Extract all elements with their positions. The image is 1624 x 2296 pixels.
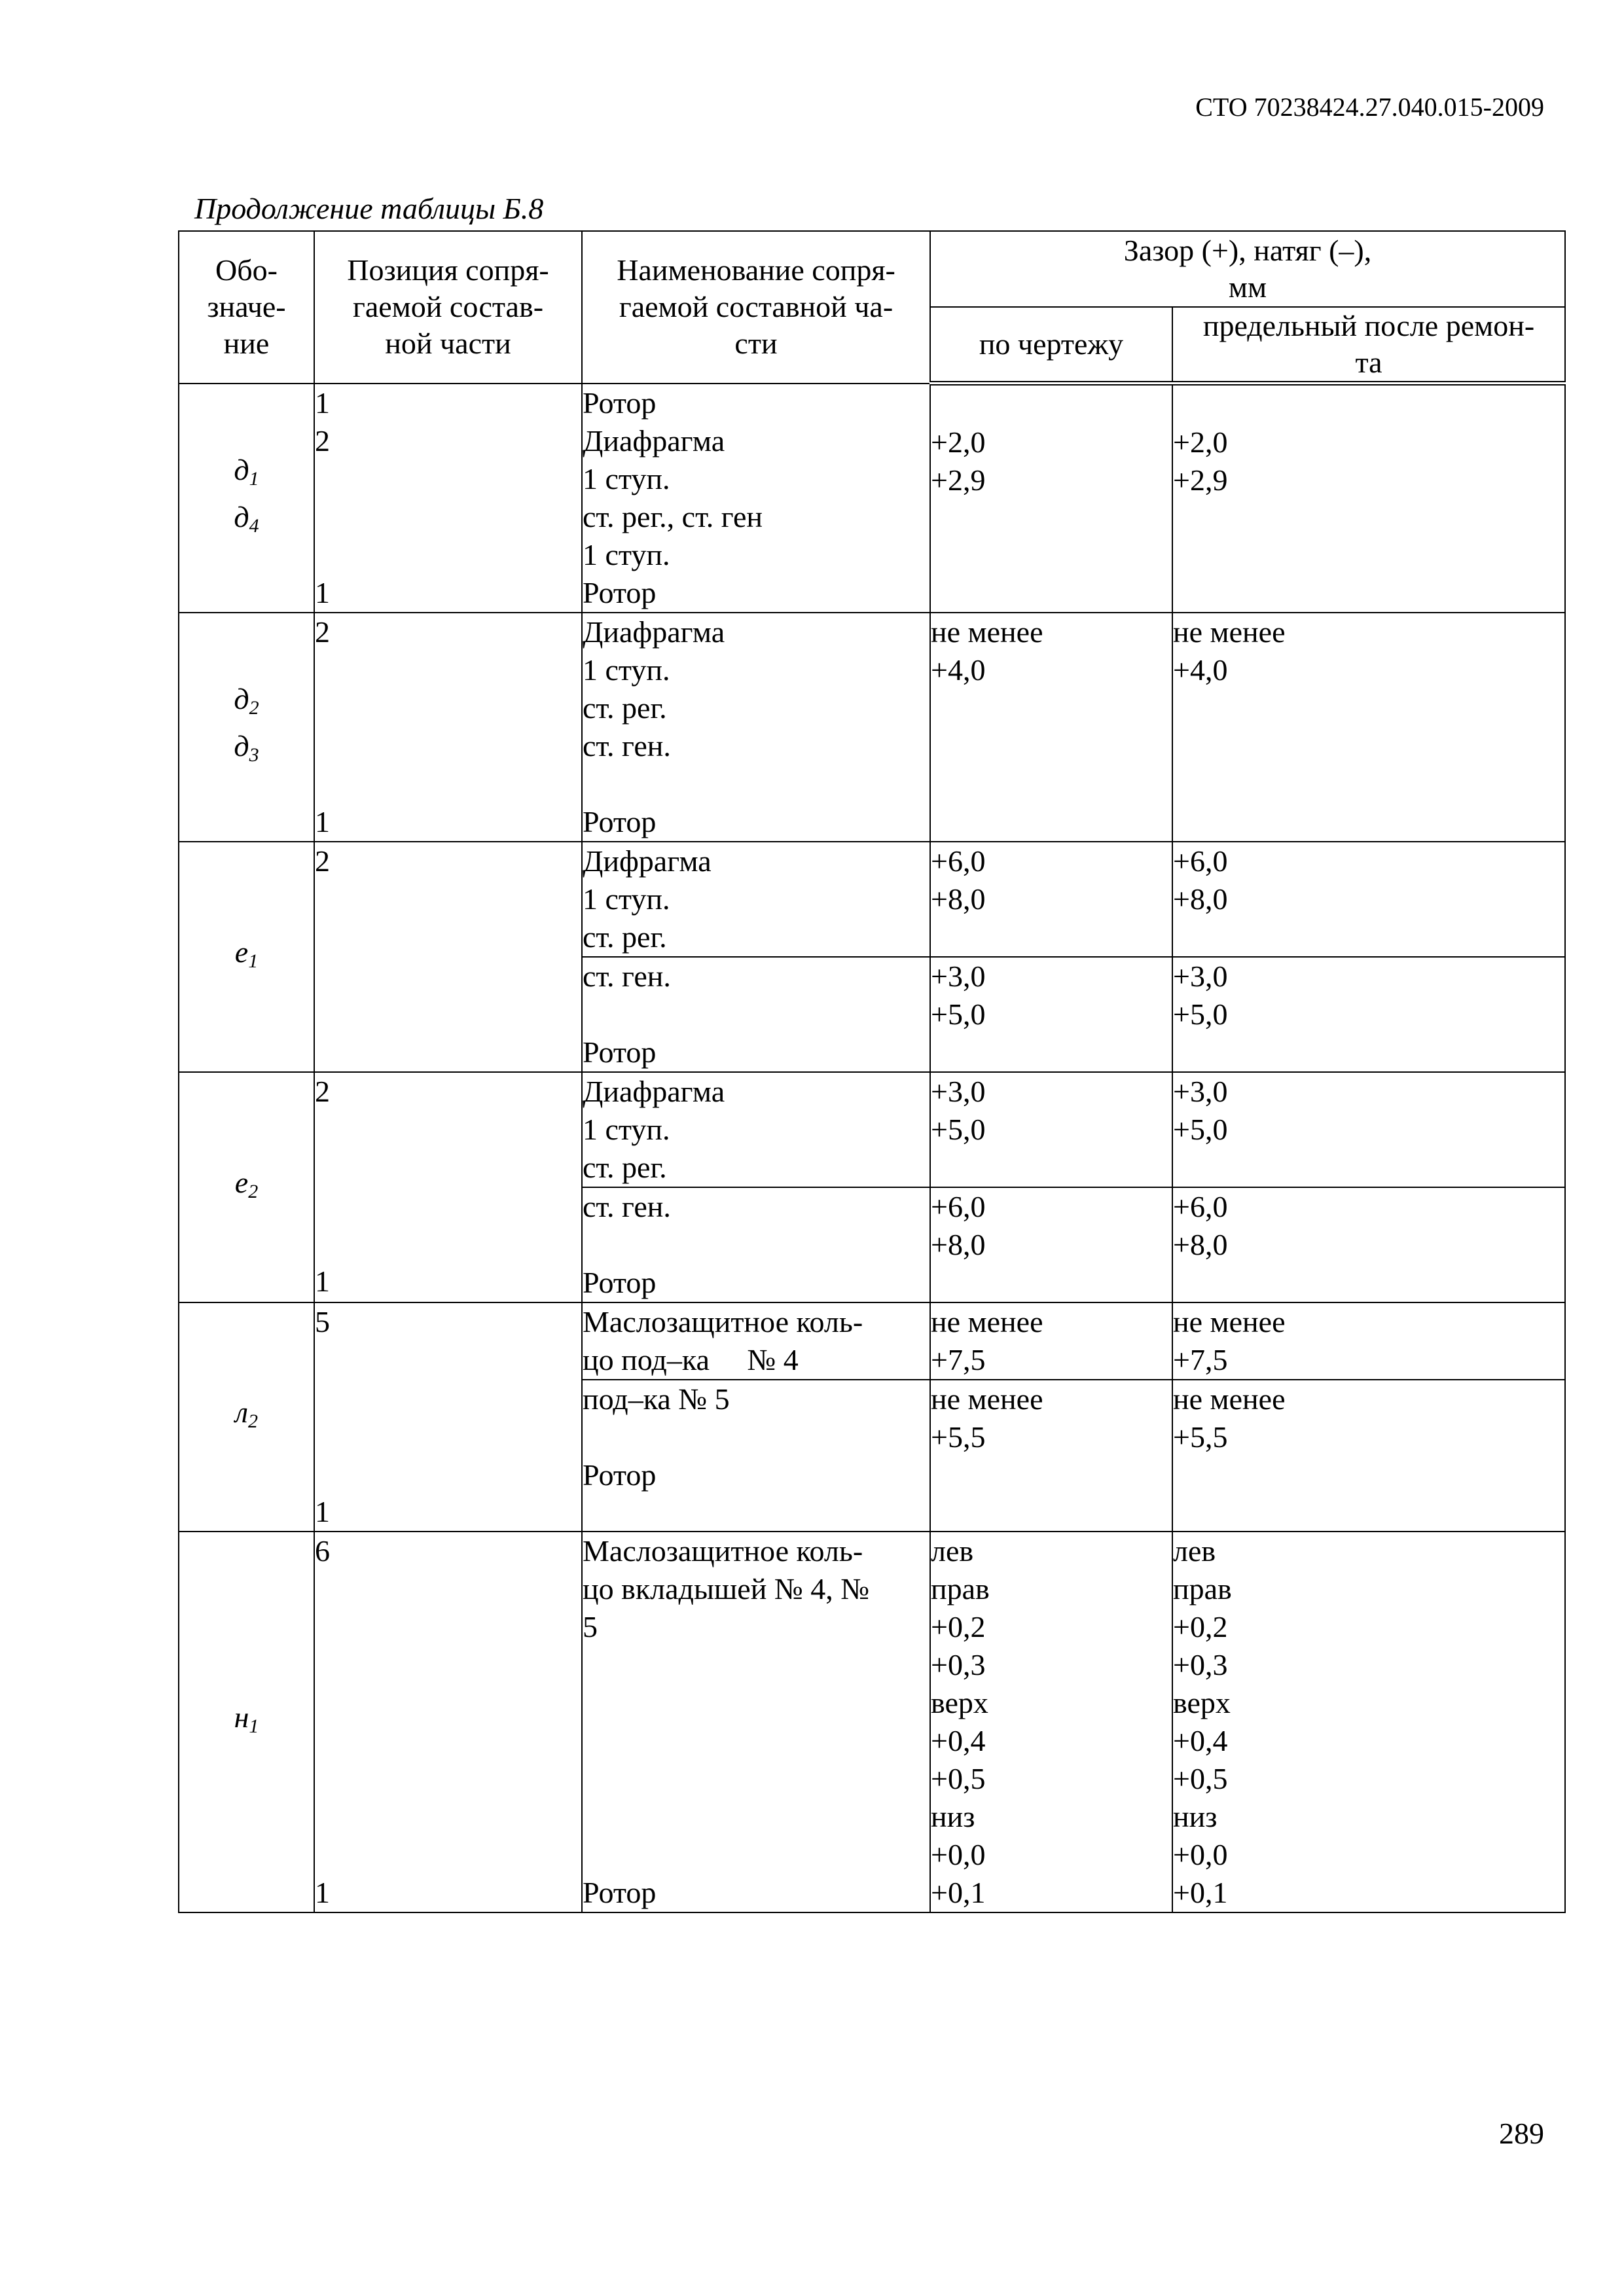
name-cell: Диафрагма 1 ступ. ст. рег. ст. ген. Ротор xyxy=(582,613,930,842)
designation-cell: $е_1$ xyxy=(179,842,314,1072)
table-caption: Продолжение таблицы Б.8 xyxy=(194,192,544,225)
limit-cell: не менее +7,5 xyxy=(1172,1302,1565,1380)
drawing-cell: +6,0 +8,0 xyxy=(930,842,1172,957)
position-cell: 1 2 1 xyxy=(314,384,582,613)
limit-cell: +6,0 +8,0 xyxy=(1172,1187,1565,1302)
name-cell: под–ка № 5 Ротор xyxy=(582,1380,930,1532)
name-cell: ст. ген. Ротор xyxy=(582,1187,930,1302)
designation-cell: $д_2$ $д_3$ xyxy=(179,613,314,842)
drawing-cell: не менее +5,5 xyxy=(930,1380,1172,1532)
name-cell: ст. ген. Ротор xyxy=(582,957,930,1072)
name-cell: Маслозащитное коль- цо под–ка № 4 xyxy=(582,1302,930,1380)
limit-cell: +2,0 +2,9 xyxy=(1172,384,1565,613)
table-row xyxy=(179,384,1565,613)
position-cell: 2 1 xyxy=(314,613,582,842)
drawing-cell: +2,0 +2,9 xyxy=(930,384,1172,613)
designation-cell: $н_1$ xyxy=(179,1532,314,1912)
header-designation: Обо- значе- ние xyxy=(179,231,314,384)
header-position: Позиция сопря- гаемой состав- ной части xyxy=(314,231,582,384)
position-cell: 2 1 xyxy=(314,1072,582,1302)
drawing-cell: не менее +7,5 xyxy=(930,1302,1172,1380)
table-row xyxy=(179,613,1565,842)
header-gap: Зазор (+), натяг (–), мм xyxy=(930,231,1565,307)
clearance-table xyxy=(178,230,1566,1913)
designation-cell: $д_1$ $д_4$ xyxy=(179,384,314,613)
limit-cell: лев прав +0,2 +0,3 верх +0,4 +0,5 низ +0,0 +0,1 xyxy=(1172,1532,1565,1912)
name-cell: Ротор Диафрагма 1 ступ. ст. рег., ст. ген 1 ступ. Ротор xyxy=(582,384,930,613)
limit-cell: не менее +5,5 xyxy=(1172,1380,1565,1532)
limit-cell: не менее +4,0 xyxy=(1172,613,1565,842)
limit-cell: +3,0 +5,0 xyxy=(1172,1072,1565,1187)
designation-cell: $е_2$ xyxy=(179,1072,314,1302)
position-cell: 5 1 xyxy=(314,1302,582,1532)
page-number: 289 xyxy=(1499,2117,1544,2150)
header-name: Наименование сопря- гаемой составной ча- сти xyxy=(582,231,930,384)
drawing-cell: +3,0 +5,0 xyxy=(930,957,1172,1072)
drawing-cell: +6,0 +8,0 xyxy=(930,1187,1172,1302)
limit-cell: +6,0 +8,0 xyxy=(1172,842,1565,957)
position-cell: 6 1 xyxy=(314,1532,582,1912)
drawing-cell: не менее +4,0 xyxy=(930,613,1172,842)
designation-cell: $л_2$ xyxy=(179,1302,314,1532)
limit-cell: +3,0 +5,0 xyxy=(1172,957,1565,1072)
table-row xyxy=(179,1072,1565,1187)
drawing-cell: +3,0 +5,0 xyxy=(930,1072,1172,1187)
table-row xyxy=(179,842,1565,957)
document-code: СТО 70238424.27.040.015-2009 xyxy=(1195,92,1544,122)
header-by-drawing: по чертежу xyxy=(930,307,1172,384)
table-row xyxy=(179,1532,1565,1912)
name-cell: Диафрагма 1 ступ. ст. рег. xyxy=(582,1072,930,1187)
position-cell: 2 xyxy=(314,842,582,1072)
header-limit-after-repair: предельный после ремон- та xyxy=(1172,307,1565,384)
table-row xyxy=(179,1302,1565,1380)
name-cell: Маслозащитное коль- цо вкладышей № 4, № 5 Ротор xyxy=(582,1532,930,1912)
name-cell: Дифрагма 1 ступ. ст. рег. xyxy=(582,842,930,957)
drawing-cell: лев прав +0,2 +0,3 верх +0,4 +0,5 низ +0,0 +0,1 xyxy=(930,1532,1172,1912)
